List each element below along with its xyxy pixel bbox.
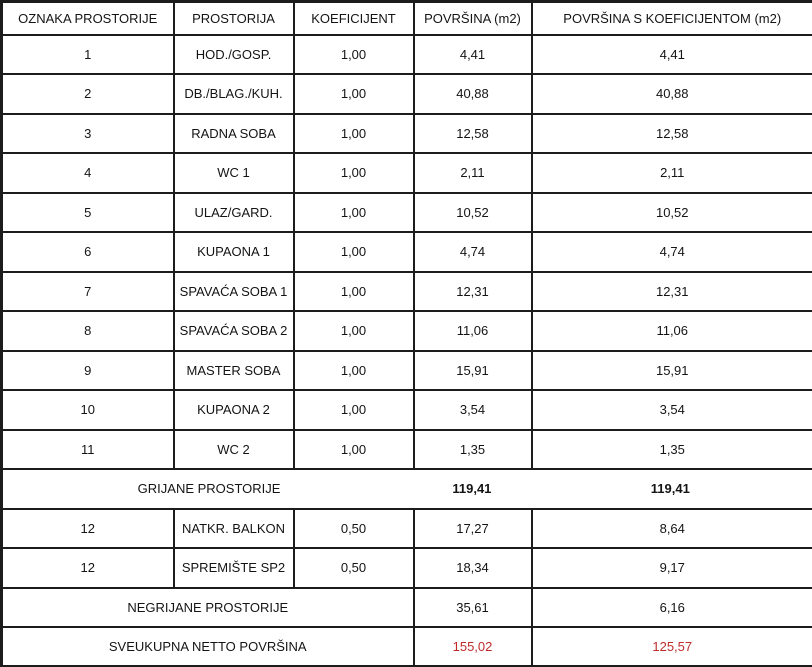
cell-povrsina_koef: 3,54: [532, 390, 812, 430]
header-row: [2, 2, 812, 35]
cell-oznaka: 4: [2, 153, 174, 193]
room-row: [2, 74, 812, 114]
cell-oznaka: 8: [2, 311, 174, 351]
cell-koeficijent: 1,00: [294, 232, 414, 272]
room-row: [2, 35, 812, 75]
cell-prostorija: SPAVAĆA SOBA 2: [174, 311, 294, 351]
room-row: [2, 272, 812, 312]
summary-povrsina: 155,02: [414, 627, 532, 667]
room-row: [2, 311, 812, 351]
room-row: [2, 114, 812, 154]
summary-povrsina: 35,61: [414, 588, 532, 628]
room-row: [2, 390, 812, 430]
cell-koeficijent: 1,00: [294, 35, 414, 75]
summary-label: NEGRIJANE PROSTORIJE: [2, 588, 414, 628]
cell-povrsina: 2,11: [414, 153, 532, 193]
cell-povrsina: 18,34: [414, 548, 532, 588]
room-row: [2, 193, 812, 233]
header-cell: PROSTORIJA: [174, 2, 294, 35]
cell-povrsina_koef: 2,11: [532, 153, 812, 193]
cell-oznaka: 3: [2, 114, 174, 154]
cell-oznaka: 10: [2, 390, 174, 430]
header-cell: OZNAKA PROSTORIJE: [2, 2, 174, 35]
cell-koeficijent: 1,00: [294, 193, 414, 233]
summary-povrsina: 119,41: [452, 481, 492, 497]
cell-prostorija: KUPAONA 2: [174, 390, 294, 430]
cell-prostorija: MASTER SOBA: [174, 351, 294, 391]
cell-koeficijent: 1,00: [294, 114, 414, 154]
cell-koeficijent: 1,00: [294, 153, 414, 193]
summary-row: [2, 588, 812, 628]
summary-row-grijane: [2, 469, 812, 509]
cell-povrsina_koef: 4,74: [532, 232, 812, 272]
cell-povrsina_koef: 15,91: [532, 351, 812, 391]
cell-povrsina_koef: 11,06: [532, 311, 812, 351]
cell-povrsina_koef: 40,88: [532, 74, 812, 114]
cell-povrsina_koef: 8,64: [532, 509, 812, 549]
cell-povrsina: 10,52: [414, 193, 532, 233]
cell-povrsina: 3,54: [414, 390, 532, 430]
room-row: [2, 153, 812, 193]
cell-povrsina: 40,88: [414, 74, 532, 114]
cell-prostorija: KUPAONA 1: [174, 232, 294, 272]
cell-prostorija: SPREMIŠTE SP2: [174, 548, 294, 588]
cell-prostorija: NATKR. BALKON: [174, 509, 294, 549]
cell-oznaka: 12: [2, 548, 174, 588]
header-cell: POVRŠINA (m2): [414, 2, 532, 35]
cell-oznaka: 2: [2, 74, 174, 114]
header-cell: KOEFICIJENT: [294, 2, 414, 35]
cell-oznaka: 11: [2, 430, 174, 470]
cell-koeficijent: 0,50: [294, 548, 414, 588]
summary-povrsina-koef: 119,41: [650, 481, 690, 497]
room-row: [2, 509, 812, 549]
summary-flex: [5, 481, 810, 496]
summary-povrsina_koef: 125,57: [532, 627, 812, 667]
room-row: [2, 548, 812, 588]
cell-prostorija: RADNA SOBA: [174, 114, 294, 154]
summary-povrsina_koef: 6,16: [532, 588, 812, 628]
cell-povrsina_koef: 12,31: [532, 272, 812, 312]
cell-povrsina: 17,27: [414, 509, 532, 549]
room-row: [2, 430, 812, 470]
cell-oznaka: 7: [2, 272, 174, 312]
summary-label: SVEUKUPNA NETTO POVRŠINA: [2, 627, 414, 667]
cell-koeficijent: 1,00: [294, 272, 414, 312]
cell-povrsina_koef: 10,52: [532, 193, 812, 233]
summary-row: [2, 627, 812, 667]
cell-koeficijent: 1,00: [294, 390, 414, 430]
cell-koeficijent: 0,50: [294, 509, 414, 549]
cell-oznaka: 6: [2, 232, 174, 272]
cell-povrsina: 1,35: [414, 430, 532, 470]
cell-povrsina_koef: 4,41: [532, 35, 812, 75]
room-row: [2, 351, 812, 391]
cell-prostorija: DB./BLAG./KUH.: [174, 74, 294, 114]
cell-povrsina: 12,31: [414, 272, 532, 312]
cell-prostorija: ULAZ/GARD.: [174, 193, 294, 233]
cell-povrsina: 15,91: [414, 351, 532, 391]
cell-prostorija: HOD./GOSP.: [174, 35, 294, 75]
cell-oznaka: 9: [2, 351, 174, 391]
cell-povrsina: 11,06: [414, 311, 532, 351]
cell-povrsina: 4,41: [414, 35, 532, 75]
cell-prostorija: WC 2: [174, 430, 294, 470]
cell-prostorija: SPAVAĆA SOBA 1: [174, 272, 294, 312]
cell-koeficijent: 1,00: [294, 74, 414, 114]
cell-oznaka: 5: [2, 193, 174, 233]
cell-oznaka: 1: [2, 35, 174, 75]
table-head: [2, 2, 812, 35]
cell-povrsina: 4,74: [414, 232, 532, 272]
room-row: [2, 232, 812, 272]
header-cell: POVRŠINA S KOEFICIJENTOM (m2): [532, 2, 812, 35]
cell-prostorija: WC 1: [174, 153, 294, 193]
cell-koeficijent: 1,00: [294, 351, 414, 391]
cell-povrsina_koef: 12,58: [532, 114, 812, 154]
cell-povrsina_koef: 9,17: [532, 548, 812, 588]
table-body: [2, 35, 812, 667]
cell-oznaka: 12: [2, 509, 174, 549]
summary-label: GRIJANE PROSTORIJE: [137, 481, 281, 497]
cell-povrsina_koef: 1,35: [532, 430, 812, 470]
cell-koeficijent: 1,00: [294, 311, 414, 351]
cell-koeficijent: 1,00: [294, 430, 414, 470]
cell-povrsina: 12,58: [414, 114, 532, 154]
summary-merged-cell: [2, 469, 812, 509]
